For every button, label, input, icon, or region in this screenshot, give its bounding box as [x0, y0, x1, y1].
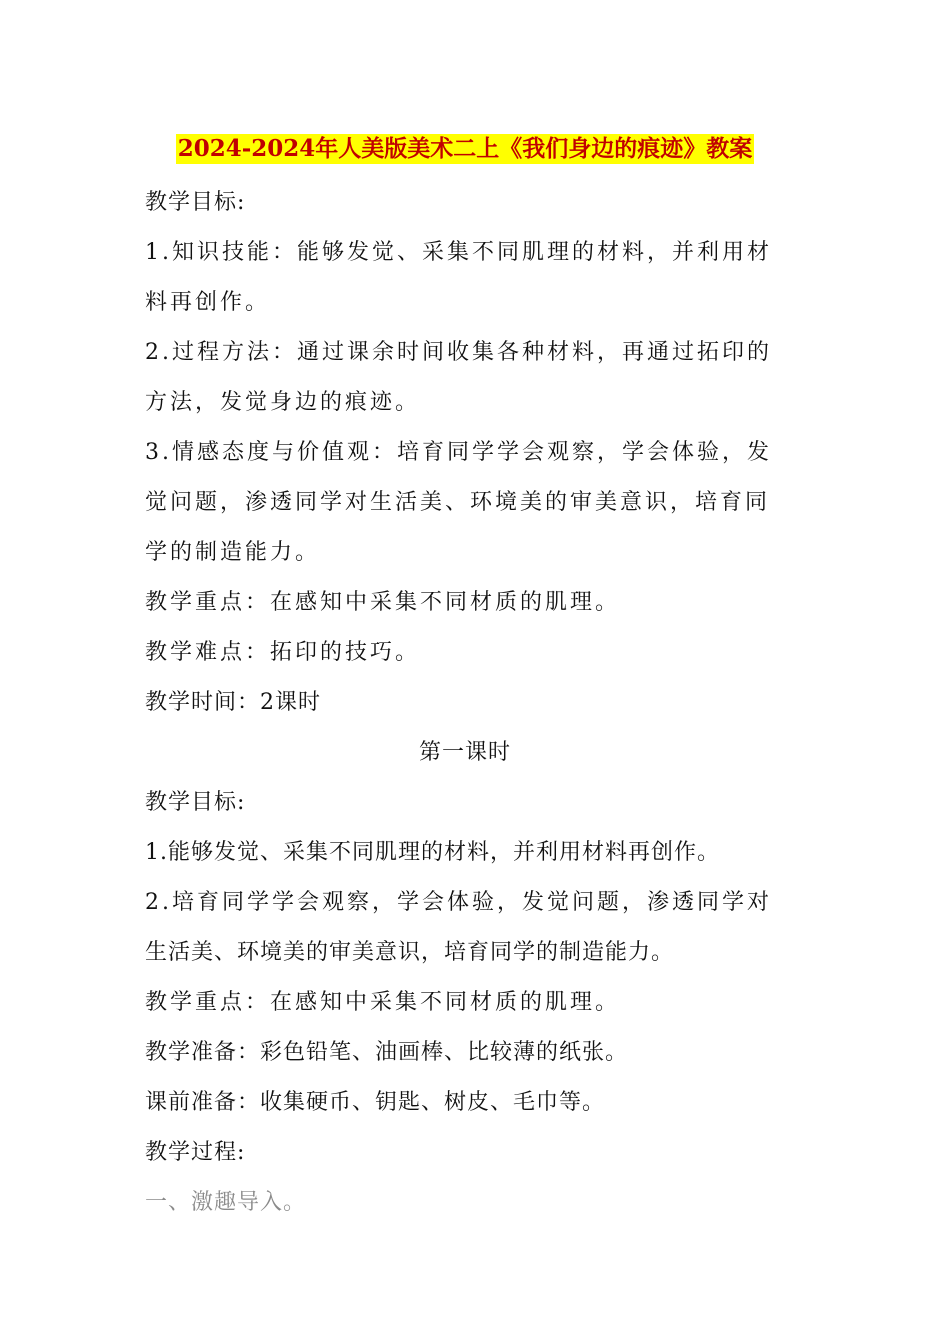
- heading-lesson-goals: 教学目标:: [145, 790, 246, 815]
- goal-2-line-2: 方法，发觉身边的痕迹。: [145, 390, 421, 415]
- title-row: [145, 128, 785, 174]
- goal-3-line-2: 觉问题，渗透同学对生活美、环境美的审美意识，培育同: [145, 490, 771, 515]
- goal-1-line-2: 料再创作。: [145, 290, 271, 315]
- teaching-focus: 教学重点：在感知中采集不同材质的肌理。: [145, 590, 621, 615]
- lesson-goal-2-line-1: 2.培育同学学会观察，学会体验，发觉问题，渗透同学对: [145, 890, 772, 915]
- document-title: 2024-2024年人美版美术二上《我们身边的痕迹》教案: [177, 135, 753, 162]
- goal-1-line-1: 1.知识技能：能够发觉、采集不同肌理的材料，并利用材: [145, 240, 772, 265]
- heading-teaching-goals: 教学目标:: [145, 190, 246, 215]
- goal-3-line-1: 3.情感态度与价值观：培育同学学会观察，学会体验，发: [145, 440, 772, 465]
- goal-2-line-1: 2.过程方法：通过课余时间收集各种材料，再通过拓印的: [145, 340, 772, 365]
- document-page: [145, 128, 785, 1228]
- lesson-goal-2-line-2: 生活美、环境美的审美意识，培育同学的制造能力。: [145, 940, 675, 965]
- lesson-focus: 教学重点：在感知中采集不同材质的肌理。: [145, 990, 621, 1015]
- teaching-time: 教学时间：2课时: [145, 690, 321, 715]
- teaching-difficulty: 教学难点：拓印的技巧。: [145, 640, 421, 665]
- pre-class-preparation: 课前准备：收集硬币、钥匙、树皮、毛巾等。: [145, 1090, 606, 1115]
- teaching-materials: 教学准备：彩色铅笔、油画棒、比较薄的纸张。: [145, 1040, 629, 1065]
- section-one-heading: 一、激趣导入。: [145, 1190, 307, 1215]
- heading-teaching-process: 教学过程:: [145, 1140, 246, 1165]
- lesson-goal-1: 1.能够发觉、采集不同肌理的材料，并利用材料再创作。: [145, 840, 720, 865]
- goal-3-line-3: 学的制造能力。: [145, 540, 321, 565]
- lesson-one-heading: 第一课时: [418, 740, 511, 765]
